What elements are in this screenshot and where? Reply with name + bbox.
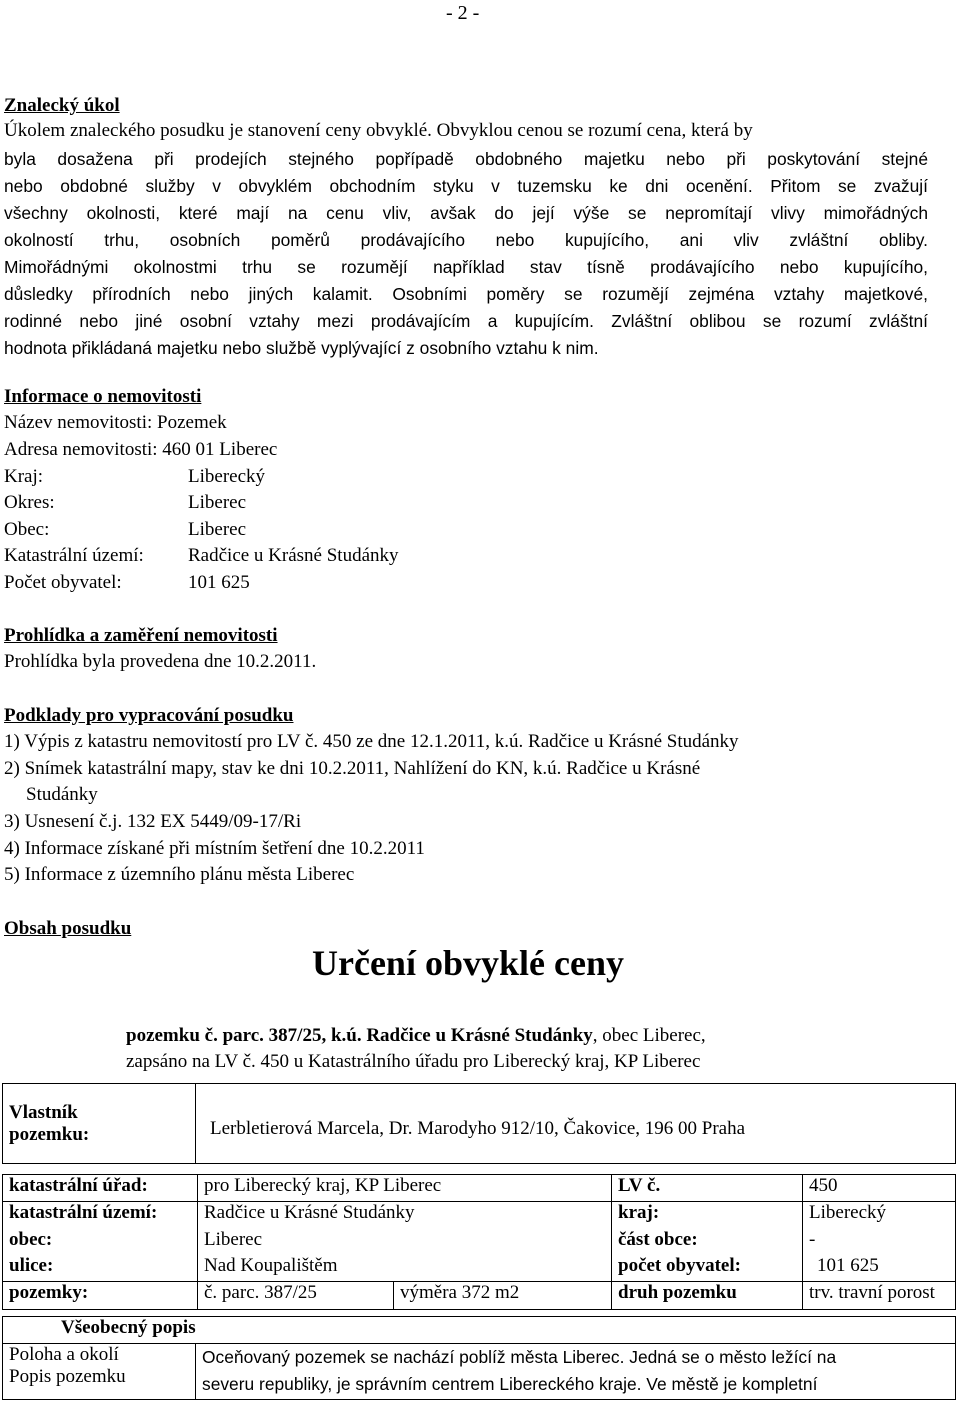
obec-label: obec: xyxy=(3,1229,198,1255)
ukol-line-4: všechny okolnosti, které mají na cenu vliv, avšak do její výše se nepromítají vlivy mimořádných xyxy=(4,203,928,223)
lv-value: 450 xyxy=(803,1175,956,1202)
ukol-paragraph xyxy=(4,146,928,362)
kraj-label: kraj: xyxy=(612,1202,803,1229)
pozemky-value: č. parc. 387/25 xyxy=(198,1282,394,1310)
owner-value-cell: Lerbletierová Marcela, Dr. Marodyho 912/10, Čakovice, 196 00 Praha xyxy=(196,1084,956,1164)
document-title: Určení obvyklé ceny xyxy=(312,943,624,983)
cast-value: - xyxy=(803,1229,956,1255)
info-kraj-value: Liberecký xyxy=(188,466,266,487)
ukol-line-8: rodinné nebo jiné osobní vztahy mezi prodávajícím a kupujícím. Zvláštní oblibou se rozumí zvláštní xyxy=(4,311,928,331)
owner-table xyxy=(2,1083,956,1164)
popis-text-1: Oceňovaný pozemek se nachází poblíž města Liberec. Jedná se o město ležící na xyxy=(202,1347,837,1367)
page-number: - 2 - xyxy=(446,2,480,24)
popis-table xyxy=(2,1316,956,1400)
ukol-line-2: byla dosažena při prodejích stejného popřípadě obdobného majetku nebo při poskytování stejné xyxy=(4,149,928,169)
info-okres-label: Okres: xyxy=(4,492,55,513)
section-heading-podklady: Podklady pro vypracování posudku xyxy=(4,705,294,726)
ukol-line-6: Mimořádnými okolnostmi trhu se rozumějí například stav tísně prodávajícího nebo kupujícího, xyxy=(4,257,928,277)
podklady-item-1: 1) Výpis z katastru nemovitostí pro LV č. 450 ze dne 12.1.2011, k.ú. Radčice u Krásné Studánky xyxy=(4,731,739,752)
popis-label-cell xyxy=(3,1344,196,1400)
druh-label: druh pozemku xyxy=(612,1282,803,1310)
section-heading-ukol: Znalecký úkol xyxy=(4,95,120,116)
popis-label-1: Poloha a okolí xyxy=(9,1344,119,1365)
podklady-item-5: 5) Informace z územního plánu města Liberec xyxy=(4,864,355,885)
popis-text-cell xyxy=(196,1344,956,1400)
owner-label-1: Vlastník xyxy=(9,1101,78,1123)
vymera-value: výměra 372 m2 xyxy=(394,1282,612,1310)
podklady-item-3: 3) Usnesení č.j. 132 EX 5449/09-17/Ri xyxy=(4,811,302,832)
subject-obec: , obec Liberec, xyxy=(592,1025,706,1046)
popis-text-2: severu republiky, je správním centrem Libereckého kraje. Ve městě je kompletní xyxy=(202,1374,818,1394)
pocet-label: počet obyvatel: xyxy=(612,1255,803,1282)
pozemky-label: pozemky: xyxy=(3,1282,198,1310)
obec-value: Liberec xyxy=(198,1229,612,1255)
info-ku-row xyxy=(4,545,399,567)
info-pocet-label: Počet obyvatel: xyxy=(4,572,122,593)
popis-label-2: Popis pozemku xyxy=(9,1366,126,1387)
ku-label: katastrální území: xyxy=(3,1202,198,1229)
info-nazev: Název nemovitosti: Pozemek xyxy=(4,412,227,433)
ukol-line-5: okolností trhu, osobních poměrů prodávajícího nebo kupujícího, ani vliv zvláštní obliby. xyxy=(4,230,928,250)
subject-line-1 xyxy=(126,1025,706,1047)
ulice-value: Nad Koupalištěm xyxy=(198,1255,612,1282)
info-pocet-value: 101 625 xyxy=(188,572,250,593)
info-okres-value: Liberec xyxy=(188,492,247,513)
section-heading-obsah: Obsah posudku xyxy=(4,918,132,939)
pocet-value: 101 625 xyxy=(803,1255,956,1282)
prohlidka-text: Prohlídka byla provedena dne 10.2.2011. xyxy=(4,651,317,672)
info-obec-label: Obec: xyxy=(4,519,50,540)
ukol-line-7: důsledky přírodních nebo jiných kalamit. Osobními poměry se rozumějí zejména vztahy majetkové, xyxy=(4,284,928,304)
section-heading-info: Informace o nemovitosti xyxy=(4,386,202,407)
cast-label: část obce: xyxy=(612,1229,803,1255)
subject-parcel: pozemku č. parc. 387/25, k.ú. Radčice u Krásné Studánky xyxy=(126,1025,593,1046)
popis-heading: Všeobecný popis xyxy=(3,1317,956,1344)
owner-label-2: pozemku: xyxy=(9,1123,90,1145)
info-adresa: Adresa nemovitosti: 460 01 Liberec xyxy=(4,439,278,460)
ku-value: Radčice u Krásné Studánky xyxy=(198,1202,612,1229)
druh-value: trv. travní porost xyxy=(803,1282,956,1310)
ulice-label: ulice: xyxy=(3,1255,198,1282)
info-ku-value: Radčice u Krásné Studánky xyxy=(188,545,399,566)
uřad-label: katastrální úřad: xyxy=(3,1175,198,1202)
info-ku-label: Katastrální území: xyxy=(4,545,144,566)
ukol-line-1: Úkolem znaleckého posudku je stanovení ceny obvyklé. Obvyklou cenou se rozumí cena, která by xyxy=(4,120,753,141)
section-heading-prohlidka: Prohlídka a zaměření nemovitosti xyxy=(4,625,278,646)
subject-line-2: zapsáno na LV č. 450 u Katastrálního úřadu pro Liberecký kraj, KP Liberec xyxy=(126,1051,701,1072)
info-kraj-row xyxy=(4,466,265,488)
ukol-line-3: nebo obdobné služby v obvyklém obchodním styku v tuzemsku ke dni ocenění. Přitom se zvažují xyxy=(4,176,928,196)
podklady-item-2: 2) Snímek katastrální mapy, stav ke dni 10.2.2011, Nahlížení do KN, k.ú. Radčice u Krásné xyxy=(4,758,701,779)
info-okres-row xyxy=(4,492,246,514)
ukol-line-9: hodnota přikládaná majetku nebo službě vyplývající z osobního vztahu k nim. xyxy=(4,338,599,358)
owner-label-cell xyxy=(3,1084,196,1164)
podklady-item-2-cont: Studánky xyxy=(26,784,98,805)
info-obec-value: Liberec xyxy=(188,519,247,540)
lv-label: LV č. xyxy=(612,1175,803,1202)
kraj-value: Liberecký xyxy=(803,1202,956,1229)
info-pocet-row xyxy=(4,572,250,594)
uřad-value: pro Liberecký kraj, KP Liberec xyxy=(198,1175,612,1202)
info-kraj-label: Kraj: xyxy=(4,466,44,487)
details-table xyxy=(2,1174,956,1310)
info-obec-row xyxy=(4,519,246,541)
podklady-item-4: 4) Informace získané při místním šetření dne 10.2.2011 xyxy=(4,838,425,859)
